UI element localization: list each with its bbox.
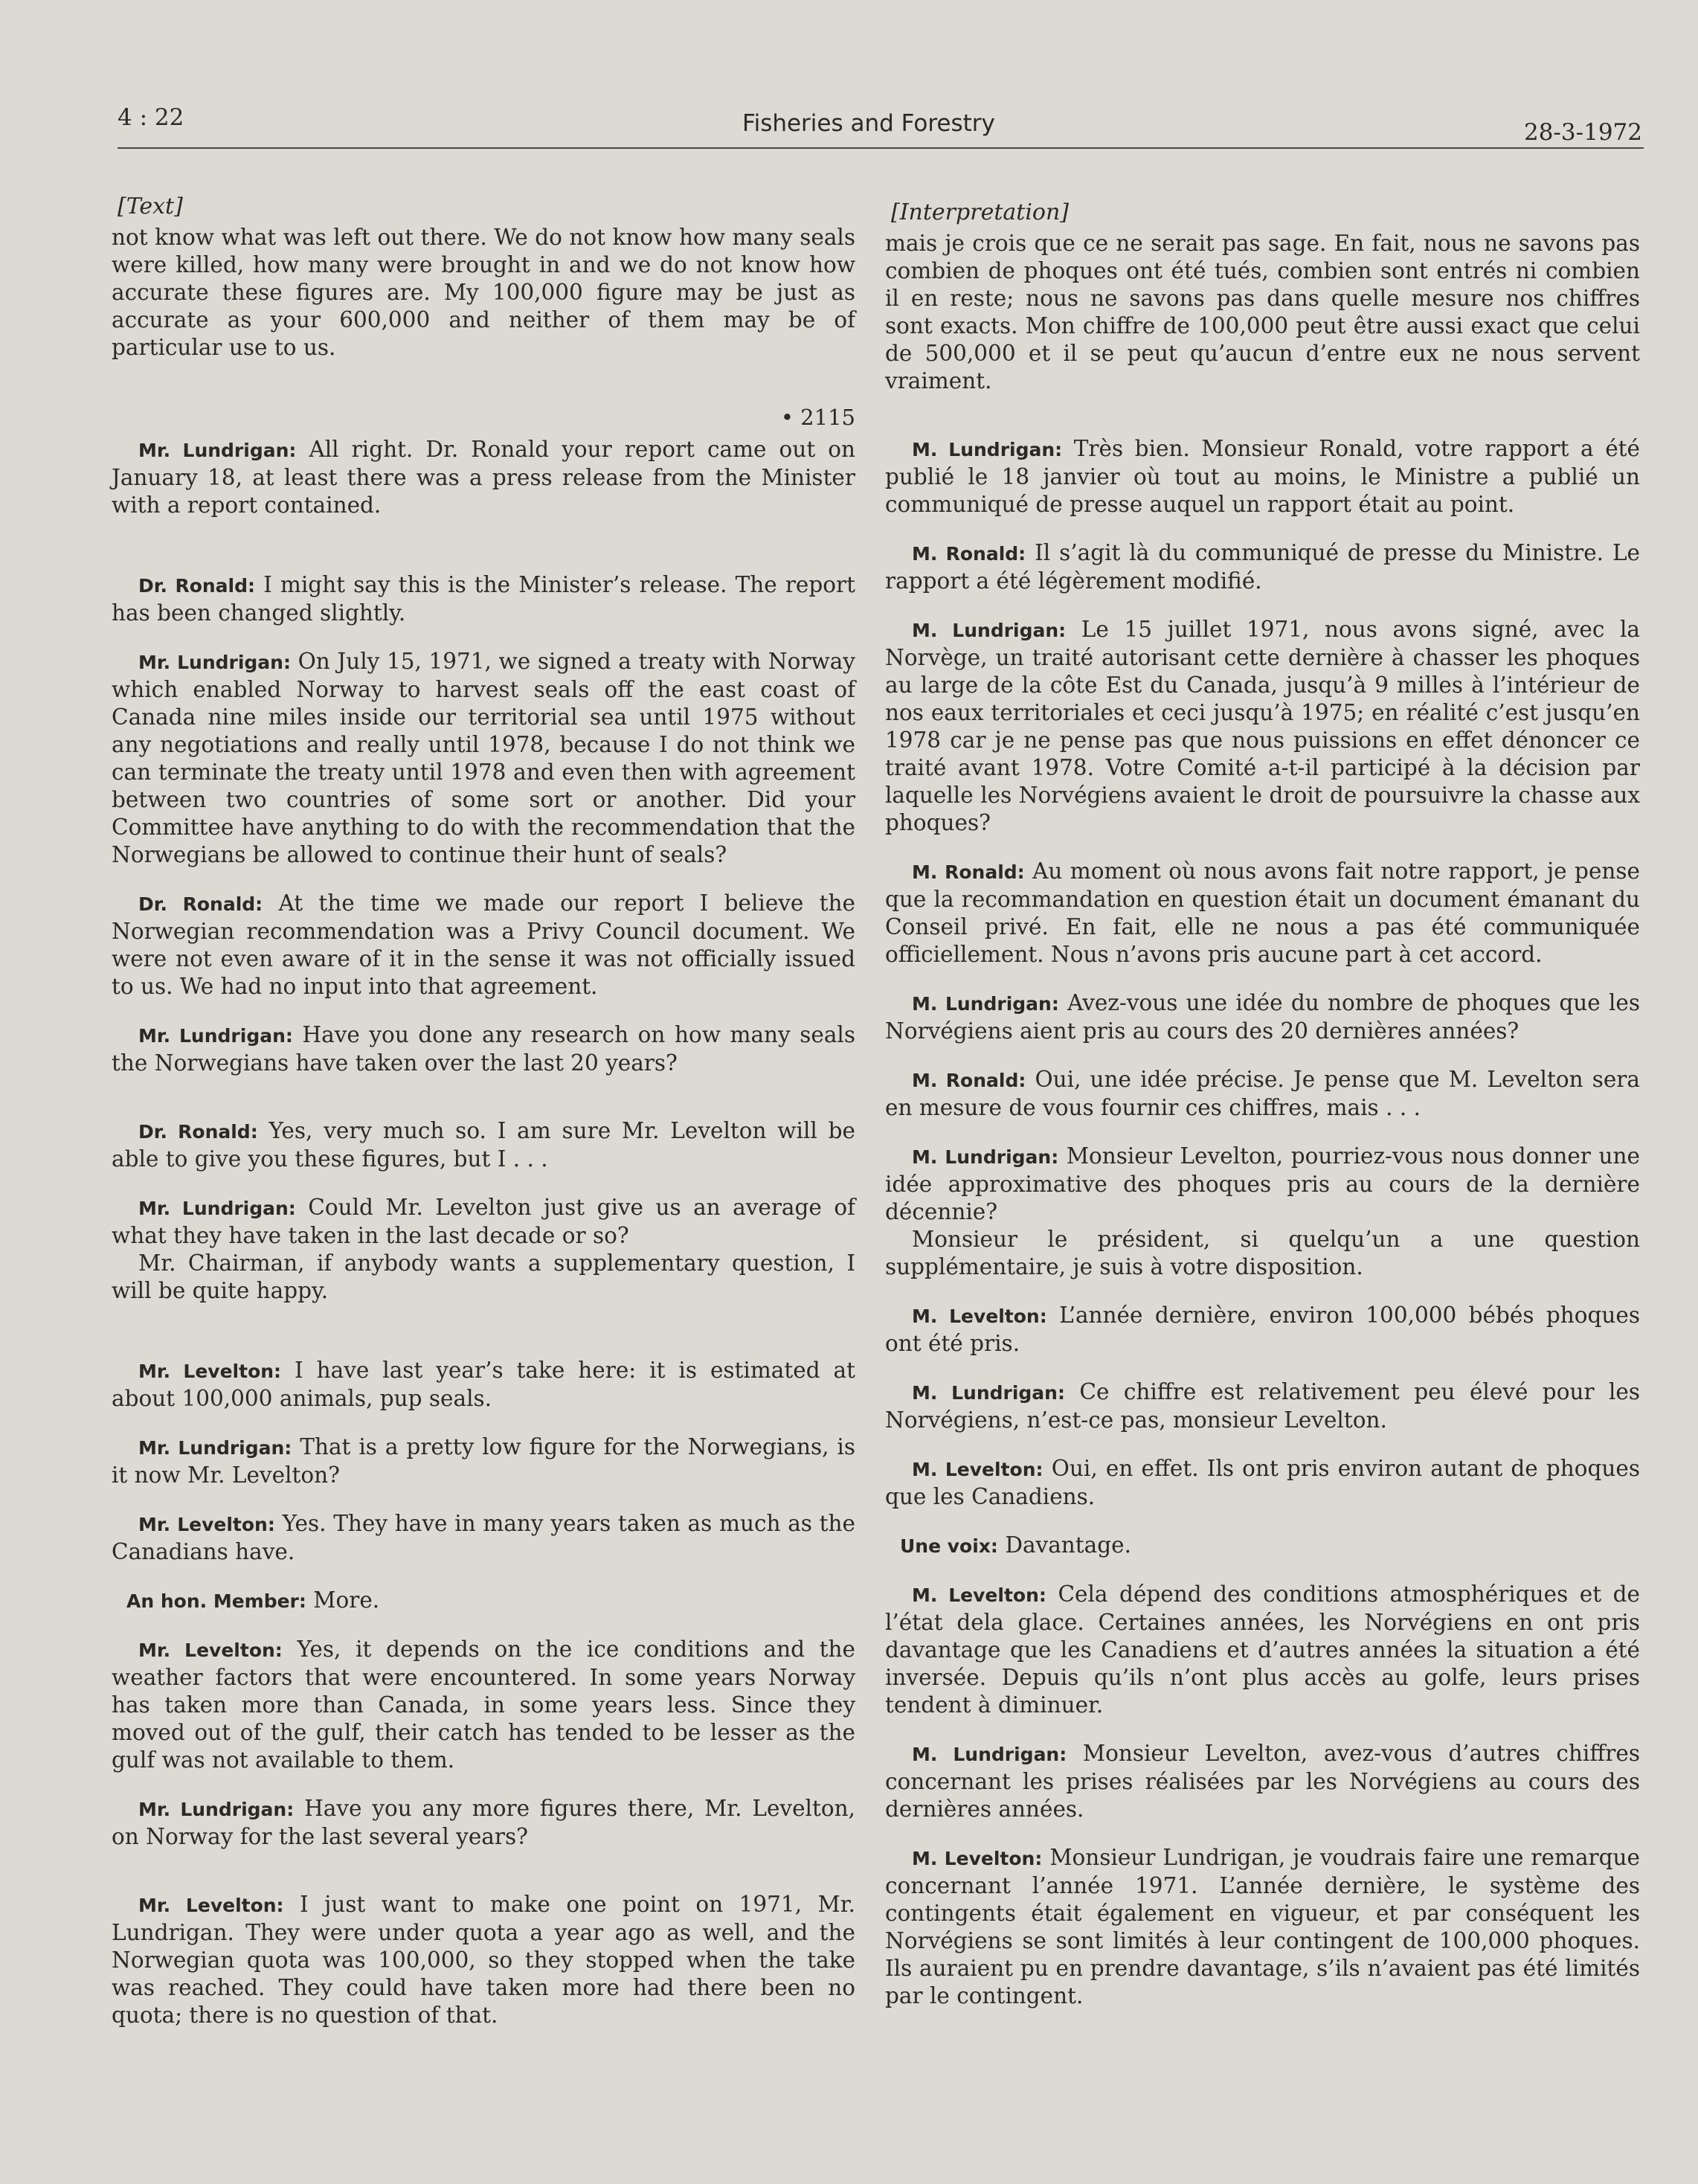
speech-text: At the time we made our report I believe the Norwegian recommendation was a Privy Council document. We were not even aware of it in the sense it was not officially issued to us. We had no input into that agreement.	[112, 890, 855, 999]
speaker-name: Mr. Lundrigan:	[138, 1025, 293, 1047]
speaker-name: Mr. Lundrigan:	[138, 440, 297, 461]
speaker-name: M. Lundrigan:	[912, 993, 1059, 1015]
speaker-name: M. Levelton:	[912, 1584, 1046, 1606]
speech-text: Oui, une idée précise. Je pense que M. Levelton sera en mesure de vous fournir ces chiffres, mais . . .	[885, 1067, 1640, 1120]
speaker-name: Mr. Lundrigan:	[138, 652, 291, 673]
speech-text: Le 15 juillet 1971, nous avons signé, avec la Norvège, un traité autorisant cette dernière à chasser les phoques au large de la côte Est du Canada, jusqu’à 9 milles à l’intérieur de nos eaux territoriales et ceci jusqu’à 1975; en réalité c’est jusqu’en 1978 car je ne pense pas que nous puissions en effet dénoncer ce traité avant 1978. Votre Comité a-t-il participé à la décision par laquelle les Norvégiens avaient le droit de poursuivre la chasse aux phoques?	[885, 617, 1640, 835]
header-date: 28-3-1972	[1523, 119, 1642, 146]
speech-paragraph	[112, 1021, 855, 1077]
speech-paragraph	[112, 1587, 855, 1615]
speech-paragraph	[885, 1455, 1640, 1511]
speech-text: Have you any more figures there, Mr. Levelton, on Norway for the last several years?	[112, 1796, 855, 1849]
speech-paragraph	[112, 1117, 855, 1173]
speaker-name: Mr. Levelton:	[138, 1514, 275, 1535]
speaker-name: Mr. Levelton:	[138, 1361, 282, 1382]
speaker-name: M. Lundrigan:	[912, 1744, 1067, 1765]
speech-text: Monsieur Levelton, pourriez-vous nous donner une idée approximative des phoques pris au cours de la dernière décennie?	[885, 1143, 1640, 1224]
speech-text: Yes. They have in many years taken as much as the Canadians have.	[112, 1511, 855, 1564]
header-rule	[118, 147, 1644, 149]
speech-text: I might say this is the Minister’s release. The report has been changed slightly.	[112, 572, 855, 626]
speech-paragraph	[112, 1795, 855, 1851]
continued-paragraph: mais je crois que ce ne serait pas sage. En fait, nous ne savons pas combien de phoques ont été tués, combien sont entrés ni combien il en reste; nous ne savons pas dans quelle mesure nos chiffres sont exacts. Mon chiffre de 100,000 peut être aussi exact que celui de 500,000 et il se peut qu’aucun d’entre eux ne nous servent vraiment.	[885, 231, 1640, 394]
speaker-name: M. Lundrigan:	[912, 1382, 1065, 1404]
speech-text: Au moment où nous avons fait notre rapport, je pense que la recommandation en question était un document émanant du Conseil privé. En fait, elle ne nous a pas été communiquée officiellement. Nous n’avons pris aucune part à cet accord.	[885, 858, 1640, 967]
speech-text: I have last year’s take here: it is estimated at about 100,000 animals, pup seals.	[112, 1358, 855, 1411]
speech-text: Il s’agit là du communiqué de presse du Ministre. Le rapport a été légèrement modifié.	[885, 540, 1640, 594]
speech-paragraph	[885, 1143, 1640, 1226]
interpretation-tag: [Interpretation]	[891, 199, 1070, 225]
speech-text: Yes, very much so. I am sure Mr. Levelton will be able to give you these figures, but I . . .	[112, 1118, 855, 1172]
speech-text: Avez-vous une idée du nombre de phoques que les Norvégiens aient pris au cours des 20 dernières années?	[885, 990, 1640, 1044]
speaker-name: Mr. Levelton:	[138, 1639, 283, 1661]
french-column	[885, 199, 1640, 2031]
speech-text: That is a pretty low figure for the Norwegians, is it now Mr. Levelton?	[112, 1434, 856, 1488]
speech-paragraph: Mr. Chairman, if anybody wants a supplementary question, I will be quite happy.	[112, 1250, 855, 1303]
speech-text: Cela dépend des conditions atmosphériques et de l’état dela glace. Certaines années, les Norvégiens en ont pris davantage que les Canadiens et d’autres années la situation a été inversée. Depuis qu’ils n’ont plus accès au golfe, leurs prises tendent à diminuer.	[885, 1581, 1640, 1718]
speech-paragraph	[885, 1581, 1640, 1719]
speech-paragraph	[112, 1194, 855, 1250]
page-header	[118, 104, 1642, 149]
speech-paragraph	[885, 1066, 1640, 1122]
speaker-name: M. Levelton:	[912, 1305, 1047, 1327]
speaker-name: M. Ronald:	[912, 1070, 1026, 1091]
page-number: 4 : 22	[118, 104, 184, 131]
speaker-name: M. Lundrigan:	[912, 439, 1063, 460]
speech-paragraph	[885, 1302, 1640, 1358]
speech-paragraph	[112, 1433, 855, 1489]
speech-paragraph	[885, 858, 1640, 969]
speech-paragraph	[885, 1844, 1640, 2010]
speech-paragraph	[885, 1378, 1640, 1434]
speech-paragraph: Monsieur le président, si quelqu’un a une question supplémentaire, je suis à votre disposition.	[885, 1227, 1640, 1279]
speaker-name: M. Lundrigan:	[912, 1146, 1059, 1168]
speech-text: Yes, it depends on the ice conditions and the weather factors that were encountered. In some years Norway has taken more than Canada, in some years less. Since they moved out of the gulf, their catch has tended to be lesser as the gulf was not available to them.	[112, 1637, 855, 1773]
speech-paragraph	[885, 1740, 1640, 1823]
speech-text: Could Mr. Levelton just give us an average of what they have taken in the last decade or so?	[112, 1195, 855, 1248]
continued-paragraph: not know what was left out there. We do not know how many seals were killed, how many were brought in and we do not know how accurate these figures are. My 100,000 figure may be just as accurate as your 600,000 and neither of them may be of particular use to us.	[112, 225, 855, 360]
speaker-name: Mr. Lundrigan:	[138, 1799, 295, 1820]
speaker-name: Mr. Levelton:	[138, 1895, 284, 1916]
speech-text: L’année dernière, environ 100,000 bébés phoques ont été pris.	[885, 1303, 1640, 1356]
speech-text: Monsieur Lundrigan, je voudrais faire une remarque concernant l’année 1971. L’année dernière, le système des contingents était également en vigueur, et par conséquent les Norvégiens se sont limités à leur contingent de 100,000 phoques. Ils auraient pu en prendre davantage, s’ils n’avaient pas été limités par le contingent.	[885, 1845, 1640, 2008]
time-marker: • 2115	[780, 405, 855, 430]
speaker-name: Dr. Ronald:	[138, 575, 255, 597]
speech-text: More.	[313, 1587, 380, 1613]
speech-paragraph	[112, 648, 855, 869]
speech-paragraph	[112, 571, 855, 627]
speech-paragraph	[885, 989, 1640, 1045]
speaker-name: An hon. Member:	[126, 1590, 306, 1612]
speaker-name: Dr. Ronald:	[138, 1121, 258, 1143]
speech-paragraph	[112, 1510, 855, 1566]
speech-paragraph	[112, 436, 855, 519]
speech-paragraph	[112, 1891, 855, 2029]
speech-paragraph	[112, 1636, 855, 1774]
speaker-name: Une voix:	[900, 1535, 998, 1557]
speech-paragraph	[112, 1357, 855, 1413]
speech-paragraph	[885, 435, 1640, 518]
speaker-name: Mr. Lundrigan:	[138, 1437, 292, 1459]
speech-paragraph	[885, 539, 1640, 595]
speech-paragraph	[885, 616, 1640, 837]
speech-text: All right. Dr. Ronald your report came out on January 18, at least there was a press release from the Minister with a report contained.	[112, 437, 855, 518]
speech-text: I just want to make one point on 1971, Mr. Lundrigan. They were under quota a year ago as well, and the Norwegian quota was 100,000, so they stopped when the take was reached. They could have taken more had there been no quota; there is no question of that.	[112, 1892, 855, 2028]
speaker-name: Mr. Lundrigan:	[138, 1198, 296, 1219]
speaker-name: Dr. Ronald:	[138, 893, 263, 915]
speaker-name: M. Ronald:	[912, 543, 1026, 565]
speaker-name: M. Lundrigan:	[912, 620, 1067, 641]
running-title: Fisheries and Forestry	[742, 110, 995, 137]
speaker-name: M. Levelton:	[912, 1848, 1043, 1869]
speech-text: Davantage.	[1005, 1532, 1131, 1558]
speech-text: Très bien. Monsieur Ronald, votre rapport a été publié le 18 janvier où tout au moins, le Ministre a publié un communiqué de presse auquel un rapport était au point.	[885, 436, 1640, 517]
text-tag: [Text]	[118, 193, 183, 219]
speech-text: Monsieur Levelton, avez-vous d’autres chiffres concernant les prises réalisées par les Norvégiens au cours des dernières années.	[885, 1741, 1640, 1822]
speech-paragraph	[885, 1532, 1640, 1560]
speech-text: Ce chiffre est relativement peu élevé pour les Norvégiens, n’est-ce pas, monsieur Levelton.	[885, 1379, 1640, 1433]
speech-paragraph	[112, 890, 855, 1001]
speech-text: Oui, en effet. Ils ont pris environ autant de phoques que les Canadiens.	[885, 1456, 1640, 1509]
speaker-name: M. Ronald:	[912, 861, 1025, 883]
english-column	[112, 193, 855, 2050]
speech-text: Have you done any research on how many seals the Norwegians have taken over the last 20 years?	[112, 1022, 855, 1076]
speaker-name: M. Levelton:	[912, 1459, 1043, 1480]
speech-text: On July 15, 1971, we signed a treaty with Norway which enabled Norway to harvest seals off the east coast of Canada nine miles inside our territorial sea until 1975 without any negotiations and really until 1978, because I do not think we can terminate the treaty until 1978 and even then with agreement between two countries of some sort or another. Did your Committee have anything to do with the recommendation that the Norwegians be allowed to continue their hunt of seals?	[112, 649, 855, 867]
